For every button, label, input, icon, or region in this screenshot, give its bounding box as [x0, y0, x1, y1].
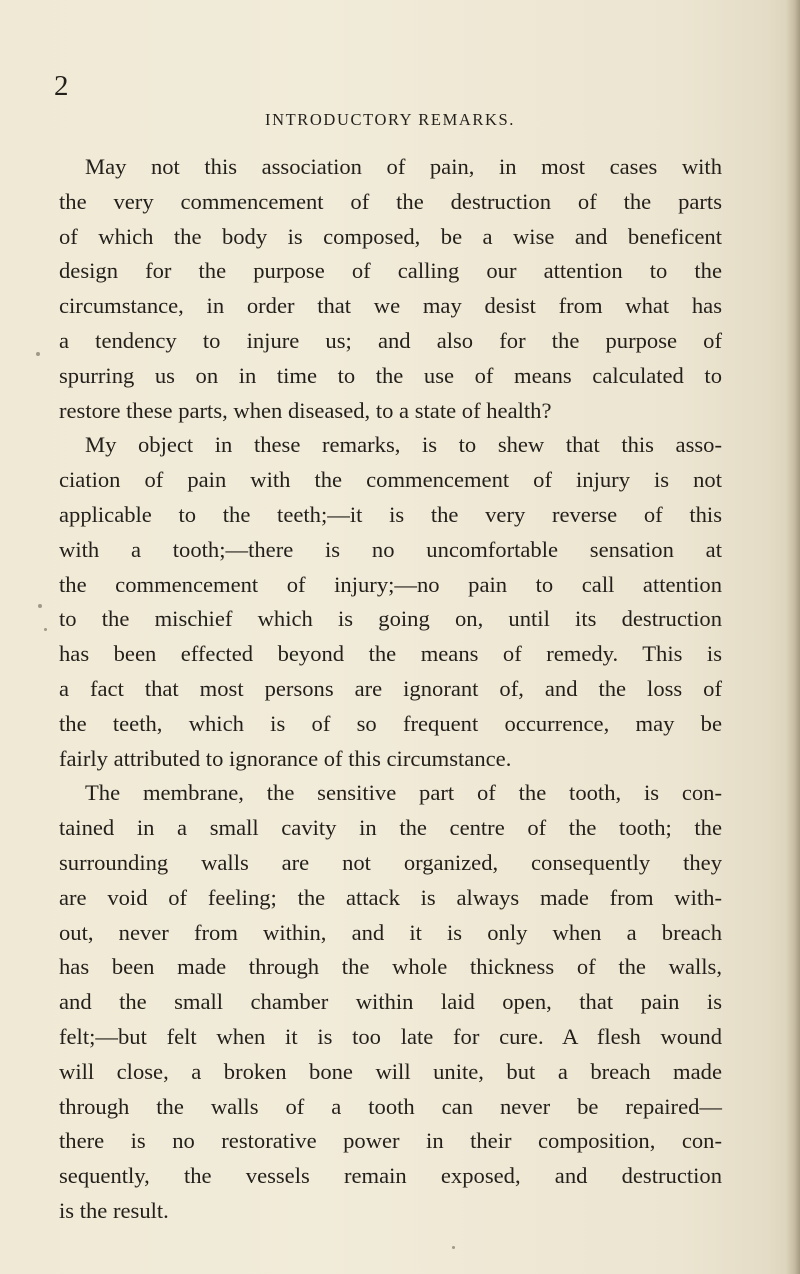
- text-line: will close, a broken bone will unite, but a breach made: [59, 1058, 722, 1084]
- text-line: circumstance, in order that we may desist from what has: [59, 293, 722, 319]
- text-line: applicable to the teeth;—it is the very reverse of this: [59, 501, 722, 527]
- text-line: a fact that most persons are ignorant of, and the loss of: [59, 675, 722, 701]
- text-line: felt;—but felt when it is too late for cure. A flesh wound: [59, 1023, 722, 1049]
- text-line: spurring us on in time to the use of means calculated to: [59, 362, 722, 388]
- text-line: is the result.: [59, 1197, 169, 1223]
- text-line: has been effected beyond the means of remedy. This is: [59, 641, 722, 667]
- body-text: [59, 150, 722, 1229]
- text-line: to the mischief which is going on, until its destruction: [59, 606, 722, 632]
- text-line: ciation of pain with the commencement of injury is not: [59, 467, 722, 493]
- text-line: a tendency to injure us; and also for the purpose of: [59, 327, 722, 353]
- text-line: through the walls of a tooth can never be repaired—: [59, 1093, 722, 1119]
- text-line: design for the purpose of calling our attention to the: [59, 258, 722, 284]
- text-line: with a tooth;—there is no uncomfortable sensation at: [59, 536, 722, 562]
- text-line: May not this association of pain, in most cases with: [85, 154, 722, 179]
- text-line: the commencement of injury;—no pain to call attention: [59, 571, 722, 597]
- text-line: the very commencement of the destruction of the parts: [59, 188, 722, 214]
- text-line: has been made through the whole thickness of the walls,: [59, 954, 722, 980]
- text-line: there is no restorative power in their composition, con-: [59, 1128, 722, 1154]
- text-line: surrounding walls are not organized, consequently they: [59, 849, 722, 875]
- paper-speck: [452, 1246, 455, 1249]
- text-line: restore these parts, when diseased, to a state of health?: [59, 397, 552, 423]
- text-line: tained in a small cavity in the centre of the tooth; the: [59, 815, 722, 841]
- page-edge-shadow: [786, 0, 800, 1274]
- text-line: out, never from within, and it is only when a breach: [59, 919, 722, 945]
- paper-speck: [36, 352, 40, 356]
- paper-speck: [38, 604, 42, 608]
- page-number: 2: [54, 70, 69, 102]
- text-line: the teeth, which is of so frequent occurrence, may be: [59, 710, 722, 736]
- text-line: are void of feeling; the attack is always made from with-: [59, 884, 722, 910]
- text-line: The membrane, the sensitive part of the tooth, is con-: [85, 780, 722, 806]
- text-line: My object in these remarks, is to shew that this asso-: [85, 432, 722, 458]
- running-head: INTRODUCTORY REMARKS.: [265, 110, 515, 129]
- paper-speck: [44, 628, 47, 631]
- text-line: of which the body is composed, be a wise and beneficent: [59, 223, 722, 249]
- text-line: sequently, the vessels remain exposed, and destruction: [59, 1163, 722, 1189]
- text-line: and the small chamber within laid open, that pain is: [59, 989, 722, 1015]
- text-line: fairly attributed to ignorance of this circumstance.: [59, 745, 512, 771]
